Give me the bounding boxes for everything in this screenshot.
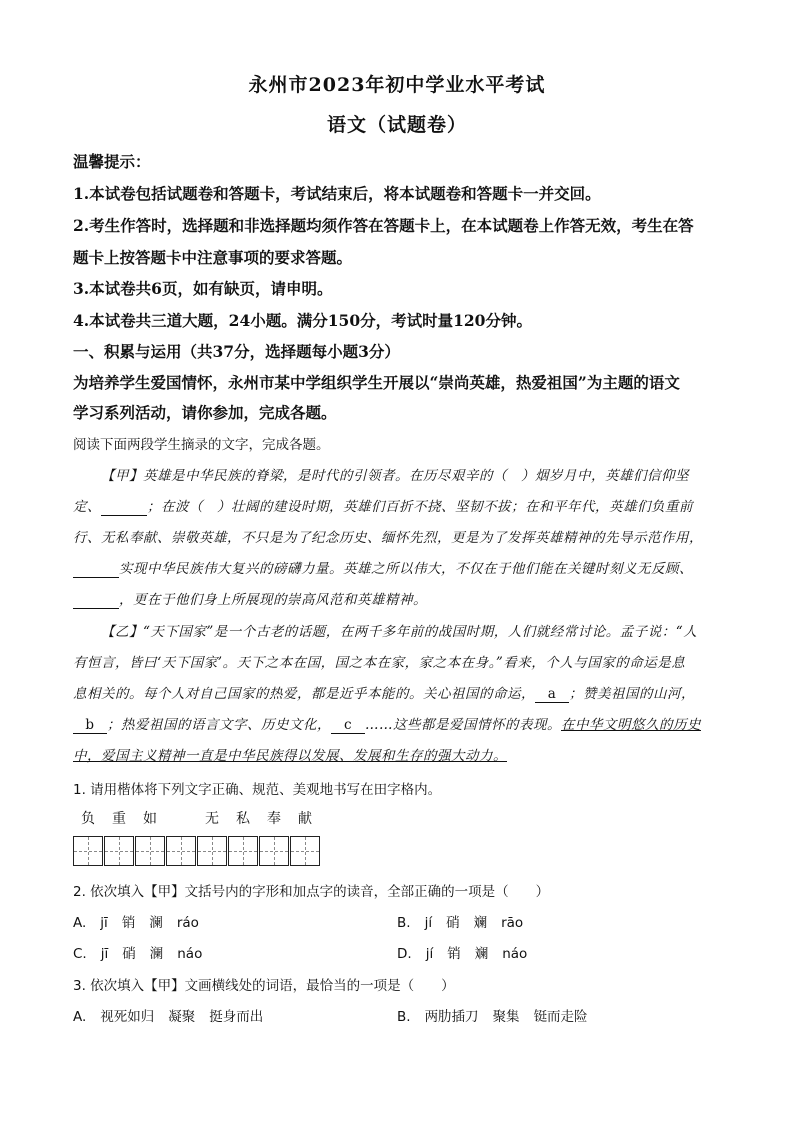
passage-yi: 【乙】“天下国家”是一个古老的话题，在两千多年前的战国时期，人们就经常讨论。孟子说：“人 有恒言，皆曰‘天下国家’。天下之本在国，国之本在家，家之本在身。”看来，个人与国家的命运是息 息相关的。每个人对自己国家的热爱，都是近乎本能的。关心祖国的命运， a ；赞美祖国的山河， b ；热爱祖国的语言文字、历史文化， c ……这些都是爱国情怀的表现。在中华文明悠久的历史 中，爱国主义精神一直是中华民族得以发展、发展和生存的强大动力。 [73, 624, 701, 764]
q2-option-b[interactable]: B. jí 硝 斓 rāo [397, 915, 524, 931]
answer-blank [73, 561, 119, 578]
question-1-stem: 1. 请用楷体将下列文字正确、规范、美观地书写在田字格内。 [73, 782, 442, 798]
tianzige-cell[interactable] [135, 836, 165, 866]
tianzige-cell[interactable] [228, 836, 258, 866]
writing-characters: 负 重 如 无 私 奉 献 [81, 811, 312, 827]
q3-option-b[interactable]: B. 两肋插刀 聚集 铤而走险 [397, 1009, 588, 1025]
answer-blank [73, 592, 119, 609]
q2-option-d[interactable]: D. jí 销 斓 náo [397, 946, 528, 962]
exam-subtitle: 语文（试题卷） [326, 114, 467, 136]
tips-heading: 温馨提示： [73, 152, 151, 171]
q3-option-a[interactable]: A. 视死如归 凝聚 挺身而出 [73, 1009, 264, 1025]
section-heading: 一、积累与运用（共37分，选择题每小题3分） [73, 342, 400, 361]
q2-option-a[interactable]: A. jī 销 澜 ráo [73, 915, 199, 931]
tip-item: 3.本试卷共6页，如有缺页，请申明。 [73, 279, 333, 298]
tianzige-cell[interactable] [73, 836, 103, 866]
passage-jia: 【甲】英雄是中华民族的脊梁，是时代的引领者。在历尽艰辛的（ ）烟岁月中，英雄们信仰坚 定、 ；在波（ ）壮阔的建设时期，英雄们百折不挠、坚韧不拔；在和平年代，英雄们负重前 行、无私奉献、崇敬英雄，不只是为了纪念历史、缅怀先烈，更是为了发挥英雄精神的先导示范作用， 实现中华民族伟大复兴的磅礴力量。英雄之所以伟大，不仅在于他们能在关键时刻义无反顾、 ，更在于他们身上所展现的崇高风范和英雄精神。 [73, 468, 703, 608]
answer-blank-c: c [331, 717, 365, 734]
tip-item: 题卡上按答题卡中注意事项的要求答题。 [73, 248, 353, 267]
section-intro: 为培养学生爱国情怀，永州市某中学组织学生开展以“崇尚英雄，热爱祖国”为主题的语文 [73, 373, 680, 392]
tianzige-cell[interactable] [259, 836, 289, 866]
tianzige-cell[interactable] [197, 836, 227, 866]
tianzige-cell[interactable] [104, 836, 134, 866]
reading-instruction: 阅读下面两段学生摘录的文字，完成各题。 [73, 437, 330, 453]
question-3-stem: 3. 依次填入【甲】文画横线处的词语，最恰当的一项是（ ） [73, 978, 455, 994]
tianzige-grid [73, 836, 321, 866]
tip-item: 2.考生作答时，选择题和非选择题均须作答在答题卡上，在本试题卷上作答无效，考生在答 [73, 216, 694, 235]
tianzige-cell[interactable] [166, 836, 196, 866]
section-intro: 学习系列活动，请你参加，完成各题。 [73, 403, 337, 422]
question-2-stem: 2. 依次填入【甲】文括号内的字形和加点字的读音，全部正确的一项是（ ） [73, 884, 550, 900]
tianzige-cell[interactable] [290, 836, 320, 866]
exam-title: 永州市2023年初中学业水平考试 [248, 74, 546, 96]
q2-option-c[interactable]: C. jī 硝 澜 náo [73, 946, 203, 962]
answer-blank [101, 499, 147, 516]
underlined-sentence: 中，爱国主义精神一直是中华民族得以发展、发展和生存的强大动力。 [73, 748, 507, 764]
underlined-sentence: 在中华文明悠久的历史 [561, 717, 701, 733]
tip-item: 4.本试卷共三道大题，24小题。满分150分，考试时量120分钟。 [73, 311, 532, 330]
answer-blank-b: b [73, 717, 107, 734]
tip-item: 1.本试卷包括试题卷和答题卡，考试结束后，将本试题卷和答题卡一并交回。 [73, 184, 601, 203]
answer-blank-a: a [535, 686, 569, 703]
